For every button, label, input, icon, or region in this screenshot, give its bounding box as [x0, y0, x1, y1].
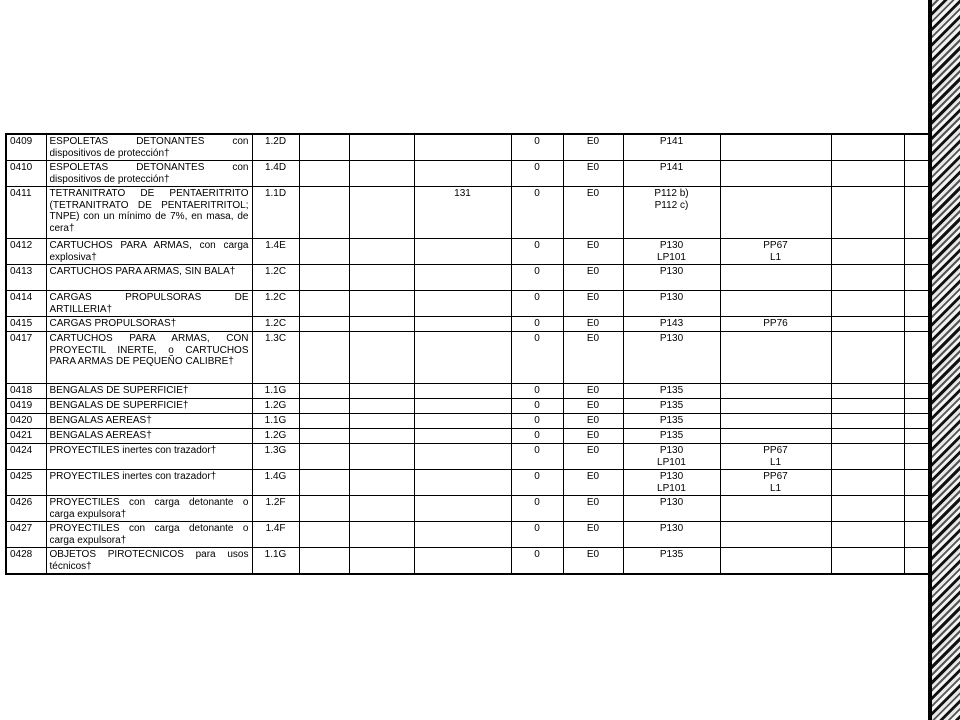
hazard-class: 1.3G: [252, 444, 299, 470]
empty-cell: [299, 399, 349, 414]
limited-quantity: 0: [511, 414, 563, 429]
special-provisions: [414, 239, 511, 265]
limited-quantity: 0: [511, 522, 563, 548]
substance-name: CARTUCHOS PARA ARMAS, SIN BALA†: [46, 265, 252, 291]
packing-instruction-code: LP101: [657, 456, 686, 468]
packing-provisions: [720, 429, 831, 444]
packing-instructions: [623, 429, 720, 444]
substance-name: CARTUCHOS PARA ARMAS, CON PROYECTIL INERTE, o CARTUCHOS PARA ARMAS DE PEQUEÑO CALIBRE†: [46, 332, 252, 384]
packing-provisions: [720, 134, 831, 161]
limited-quantity: 0: [511, 317, 563, 332]
table-row: [6, 384, 932, 399]
empty-cell: [299, 522, 349, 548]
hazard-class: 1.2F: [252, 496, 299, 522]
packing-instructions: [623, 470, 720, 496]
packing-provisions: [720, 470, 831, 496]
substance-name: CARTUCHOS PARA ARMAS, con carga explosiva†: [46, 239, 252, 265]
hazard-class: 1.4E: [252, 239, 299, 265]
empty-cell: [349, 399, 414, 414]
packing-provisions: [720, 548, 831, 575]
substance-name: PROYECTILES inertes con trazador†: [46, 444, 252, 470]
hazard-class: 1.2G: [252, 429, 299, 444]
empty-cell: [831, 496, 904, 522]
excepted-quantity: E0: [563, 239, 623, 265]
table-row: [6, 496, 932, 522]
empty-cell: [349, 239, 414, 265]
packing-instruction-code: P130: [659, 333, 684, 344]
packing-instructions: [623, 496, 720, 522]
un-number: 0426: [6, 496, 46, 522]
substance-name: OBJETOS PIROTECNICOS para usos técnicos†: [46, 548, 252, 575]
un-number: 0419: [6, 399, 46, 414]
un-number: 0414: [6, 291, 46, 317]
un-number: 0421: [6, 429, 46, 444]
un-number: 0412: [6, 239, 46, 265]
packing-instruction-code: LP101: [657, 482, 686, 494]
table-row: [6, 429, 932, 444]
special-provisions: [414, 522, 511, 548]
substance-name: PROYECTILES con carga detonante o carga expulsora†: [46, 496, 252, 522]
special-provisions: [414, 134, 511, 161]
packing-provisions: [720, 332, 831, 384]
empty-cell: [831, 161, 904, 187]
table-row: [6, 187, 932, 239]
hazard-class: 1.2G: [252, 399, 299, 414]
special-provisions: [414, 429, 511, 444]
page-curl-edge: [928, 0, 960, 720]
packing-instructions: [623, 522, 720, 548]
un-number: 0420: [6, 414, 46, 429]
empty-cell: [349, 444, 414, 470]
empty-cell: [299, 291, 349, 317]
empty-cell: [299, 414, 349, 429]
packing-instruction-code: P141: [659, 136, 684, 147]
packing-provisions: [720, 317, 831, 332]
empty-cell: [831, 384, 904, 399]
special-provisions: [414, 399, 511, 414]
un-number: 0410: [6, 161, 46, 187]
special-provisions: [414, 332, 511, 384]
empty-cell: [831, 522, 904, 548]
packing-instructions: [623, 161, 720, 187]
substance-name: PROYECTILES con carga detonante o carga expulsora†: [46, 522, 252, 548]
hazard-class: 1.2C: [252, 291, 299, 317]
packing-instruction-code: P135: [659, 415, 684, 426]
limited-quantity: 0: [511, 496, 563, 522]
empty-cell: [831, 187, 904, 239]
packing-provision-code: PP67: [763, 471, 788, 482]
limited-quantity: 0: [511, 548, 563, 575]
packing-instructions: [623, 291, 720, 317]
empty-cell: [831, 332, 904, 384]
empty-cell: [299, 429, 349, 444]
hazard-class: 1.2C: [252, 317, 299, 332]
packing-instructions: [623, 332, 720, 384]
empty-cell: [299, 134, 349, 161]
limited-quantity: 0: [511, 429, 563, 444]
packing-provisions: [720, 291, 831, 317]
limited-quantity: 0: [511, 444, 563, 470]
substance-name: ESPOLETAS DETONANTES con dispositivos de protección†: [46, 161, 252, 187]
empty-cell: [299, 161, 349, 187]
excepted-quantity: E0: [563, 332, 623, 384]
table-row: [6, 399, 932, 414]
empty-cell: [349, 265, 414, 291]
empty-cell: [299, 317, 349, 332]
empty-cell: [299, 470, 349, 496]
un-number: 0409: [6, 134, 46, 161]
packing-instruction-code: P130: [659, 445, 684, 456]
empty-cell: [349, 187, 414, 239]
excepted-quantity: E0: [563, 317, 623, 332]
special-provisions: [414, 161, 511, 187]
hazard-class: 1.4F: [252, 522, 299, 548]
table-body: [6, 134, 932, 574]
packing-provisions: [720, 161, 831, 187]
packing-instructions: [623, 239, 720, 265]
packing-provisions: [720, 496, 831, 522]
excepted-quantity: E0: [563, 265, 623, 291]
packing-instruction-code: P141: [659, 162, 684, 173]
empty-cell: [831, 399, 904, 414]
empty-cell: [349, 332, 414, 384]
empty-cell: [349, 496, 414, 522]
packing-provision-code: PP67: [763, 240, 788, 251]
hazard-class: 1.2D: [252, 134, 299, 161]
excepted-quantity: E0: [563, 291, 623, 317]
empty-cell: [349, 384, 414, 399]
table-row: [6, 332, 932, 384]
empty-cell: [831, 239, 904, 265]
table-row: [6, 414, 932, 429]
empty-cell: [299, 496, 349, 522]
substance-name: ESPOLETAS DETONANTES con dispositivos de protección†: [46, 134, 252, 161]
empty-cell: [349, 429, 414, 444]
un-number: 0425: [6, 470, 46, 496]
empty-cell: [349, 522, 414, 548]
empty-cell: [831, 317, 904, 332]
packing-instruction-code: P135: [659, 549, 684, 560]
special-provisions: [414, 548, 511, 575]
empty-cell: [299, 239, 349, 265]
packing-instructions: [623, 444, 720, 470]
substance-name: CARGAS PROPULSORAS†: [46, 317, 252, 332]
substance-name: BENGALAS AEREAS†: [46, 414, 252, 429]
packing-provisions: [720, 399, 831, 414]
limited-quantity: 0: [511, 134, 563, 161]
special-provisions: 131: [414, 187, 511, 239]
special-provisions: [414, 496, 511, 522]
empty-cell: [349, 161, 414, 187]
excepted-quantity: E0: [563, 444, 623, 470]
packing-provisions: [720, 187, 831, 239]
un-number: 0418: [6, 384, 46, 399]
packing-instructions: [623, 414, 720, 429]
packing-instruction-code: P112 b): [654, 188, 689, 199]
un-number: 0427: [6, 522, 46, 548]
hazard-class: 1.1G: [252, 548, 299, 575]
excepted-quantity: E0: [563, 548, 623, 575]
special-provisions: [414, 444, 511, 470]
excepted-quantity: E0: [563, 134, 623, 161]
un-number: 0424: [6, 444, 46, 470]
packing-provisions: [720, 384, 831, 399]
hazard-class: 1.4G: [252, 470, 299, 496]
packing-instruction-code: LP101: [657, 251, 686, 263]
un-number: 0413: [6, 265, 46, 291]
table-row: [6, 444, 932, 470]
excepted-quantity: E0: [563, 187, 623, 239]
packing-provision-code: PP76: [763, 318, 788, 329]
packing-instructions: [623, 134, 720, 161]
special-provisions: [414, 265, 511, 291]
excepted-quantity: E0: [563, 496, 623, 522]
special-provisions: [414, 317, 511, 332]
empty-cell: [831, 548, 904, 575]
substance-name: BENGALAS DE SUPERFICIE†: [46, 384, 252, 399]
empty-cell: [831, 429, 904, 444]
table-row: [6, 317, 932, 332]
packing-instructions: [623, 317, 720, 332]
substance-name: CARGAS PROPULSORAS DE ARTILLERIA†: [46, 291, 252, 317]
table-row: [6, 470, 932, 496]
empty-cell: [831, 134, 904, 161]
empty-cell: [349, 317, 414, 332]
packing-provisions: [720, 522, 831, 548]
hazard-class: 1.4D: [252, 161, 299, 187]
special-provisions: [414, 470, 511, 496]
limited-quantity: 0: [511, 291, 563, 317]
un-number: 0428: [6, 548, 46, 575]
hazard-class: 1.1G: [252, 414, 299, 429]
limited-quantity: 0: [511, 239, 563, 265]
table-row: [6, 291, 932, 317]
packing-instructions: [623, 384, 720, 399]
packing-provision-code: L1: [769, 456, 782, 468]
excepted-quantity: E0: [563, 161, 623, 187]
limited-quantity: 0: [511, 161, 563, 187]
empty-cell: [831, 444, 904, 470]
table-row: [6, 239, 932, 265]
table-row: [6, 161, 932, 187]
hazard-class: 1.2C: [252, 265, 299, 291]
empty-cell: [349, 470, 414, 496]
packing-provisions: [720, 239, 831, 265]
excepted-quantity: E0: [563, 470, 623, 496]
table-row: [6, 134, 932, 161]
packing-instruction-code: P143: [659, 318, 684, 329]
table-row: [6, 522, 932, 548]
dangerous-goods-table: [5, 133, 933, 575]
packing-provision-code: PP67: [763, 445, 788, 456]
un-number: 0411: [6, 187, 46, 239]
limited-quantity: 0: [511, 265, 563, 291]
packing-instruction-code: P130: [659, 240, 684, 251]
table-row: [6, 265, 932, 291]
packing-instruction-code: P130: [659, 266, 684, 277]
empty-cell: [349, 134, 414, 161]
packing-instruction-code: P130: [659, 497, 684, 508]
limited-quantity: 0: [511, 384, 563, 399]
packing-provision-code: L1: [769, 251, 782, 263]
packing-instructions: [623, 399, 720, 414]
table-row: [6, 548, 932, 575]
un-number: 0417: [6, 332, 46, 384]
packing-instruction-code: P130: [659, 471, 684, 482]
empty-cell: [299, 444, 349, 470]
packing-instructions: [623, 548, 720, 575]
excepted-quantity: E0: [563, 414, 623, 429]
empty-cell: [299, 548, 349, 575]
substance-name: BENGALAS AEREAS†: [46, 429, 252, 444]
limited-quantity: 0: [511, 187, 563, 239]
packing-instructions: [623, 265, 720, 291]
packing-provision-code: L1: [769, 482, 782, 494]
packing-instruction-code: P112 c): [654, 199, 689, 211]
packing-provisions: [720, 444, 831, 470]
empty-cell: [299, 384, 349, 399]
empty-cell: [831, 265, 904, 291]
empty-cell: [299, 187, 349, 239]
packing-instruction-code: P130: [659, 523, 684, 534]
special-provisions: [414, 384, 511, 399]
excepted-quantity: E0: [563, 384, 623, 399]
empty-cell: [299, 265, 349, 291]
packing-instruction-code: P130: [659, 292, 684, 303]
substance-name: TETRANITRATO DE PENTAERITRITO (TETRANITRATO DE PENTAERITRITOL; TNPE) con un mínimo de 7%, en masa, de cera†: [46, 187, 252, 239]
limited-quantity: 0: [511, 470, 563, 496]
hazard-class: 1.1D: [252, 187, 299, 239]
special-provisions: [414, 414, 511, 429]
packing-provisions: [720, 265, 831, 291]
empty-cell: [349, 291, 414, 317]
substance-name: BENGALAS DE SUPERFICIE†: [46, 399, 252, 414]
excepted-quantity: E0: [563, 429, 623, 444]
special-provisions: [414, 291, 511, 317]
empty-cell: [831, 291, 904, 317]
empty-cell: [831, 414, 904, 429]
excepted-quantity: E0: [563, 522, 623, 548]
packing-instruction-code: P135: [659, 400, 684, 411]
hazard-class: 1.1G: [252, 384, 299, 399]
hazard-class: 1.3C: [252, 332, 299, 384]
empty-cell: [349, 414, 414, 429]
packing-instruction-code: P135: [659, 385, 684, 396]
limited-quantity: 0: [511, 332, 563, 384]
packing-instruction-code: P135: [659, 430, 684, 441]
un-number: 0415: [6, 317, 46, 332]
empty-cell: [349, 548, 414, 575]
substance-name: PROYECTILES inertes con trazador†: [46, 470, 252, 496]
packing-provisions: [720, 414, 831, 429]
packing-instructions: [623, 187, 720, 239]
empty-cell: [299, 332, 349, 384]
limited-quantity: 0: [511, 399, 563, 414]
empty-cell: [831, 470, 904, 496]
excepted-quantity: E0: [563, 399, 623, 414]
